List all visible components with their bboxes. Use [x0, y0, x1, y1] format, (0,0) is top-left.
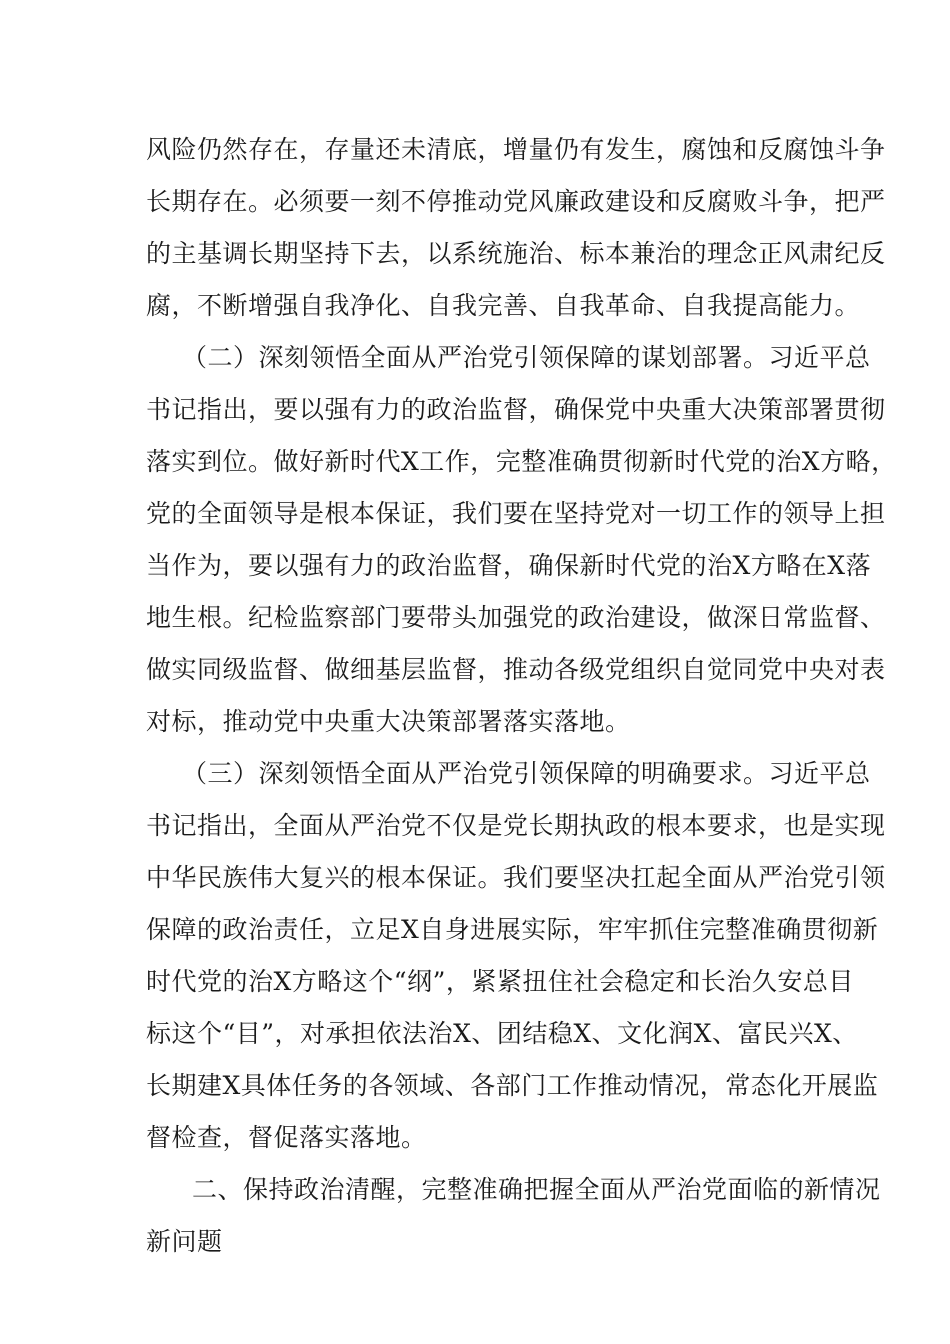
text-line: 当作为，要以强有力的政治监督，确保新时代党的治X方略在X落 — [146, 551, 872, 580]
text-line: 腐，不断增强自我净化、自我完善、自我革命、自我提高能力。 — [146, 291, 861, 320]
section-heading: 新问题 — [146, 1227, 223, 1256]
text-line: 时代党的治X方略这个“纲”，紧紧扭住社会稳定和长治久安总目 — [146, 967, 854, 996]
text-line: 中华民族伟大复兴的根本保证。我们要坚决扛起全面从严治党引领 — [146, 863, 886, 892]
text-line: 落实到位。做好新时代X工作，完整准确贯彻新时代党的治X方略， — [146, 447, 897, 476]
text-line: 保障的政治责任，立足X自身进展实际，牢牢抓住完整准确贯彻新 — [146, 915, 879, 944]
text-line: 党的全面领导是根本保证，我们要在坚持党对一切工作的领导上担 — [146, 499, 886, 528]
text-line: 标这个“目”，对承担依法治X、团结稳X、文化润X、富民兴X、 — [146, 1019, 858, 1048]
text-line: 做实同级监督、做细基层监督，推动各级党组织自觉同党中央对表 — [146, 655, 886, 684]
text-line: 的主基调长期坚持下去，以系统施治、标本兼治的理念正风肃纪反 — [146, 239, 886, 268]
text-line: 书记指出，全面从严治党不仅是党长期执政的根本要求，也是实现 — [146, 811, 886, 840]
text-line: （三）深刻领悟全面从严治党引领保障的明确要求。习近平总 — [182, 759, 871, 788]
text-line: 书记指出，要以强有力的政治监督，确保党中央重大决策部署贯彻 — [146, 395, 886, 424]
text-line: 地生根。纪检监察部门要带头加强党的政治建设，做深日常监督、 — [146, 603, 886, 632]
text-line: （二）深刻领悟全面从严治党引领保障的谋划部署。习近平总 — [182, 343, 871, 372]
text-line: 长期建X具体任务的各领域、各部门工作推动情况，常态化开展监 — [146, 1071, 879, 1100]
text-line: 督检查，督促落实落地。 — [146, 1123, 427, 1152]
text-line: 风险仍然存在，存量还未清底，增量仍有发生，腐蚀和反腐蚀斗争 — [146, 135, 886, 164]
section-heading: 二、保持政治清醒，完整准确把握全面从严治党面临的新情况 — [192, 1175, 881, 1204]
text-line: 对标，推动党中央重大决策部署落实落地。 — [146, 707, 631, 736]
text-line: 长期存在。必须要一刻不停推动党风廉政建设和反腐败斗争，把严 — [146, 187, 886, 216]
